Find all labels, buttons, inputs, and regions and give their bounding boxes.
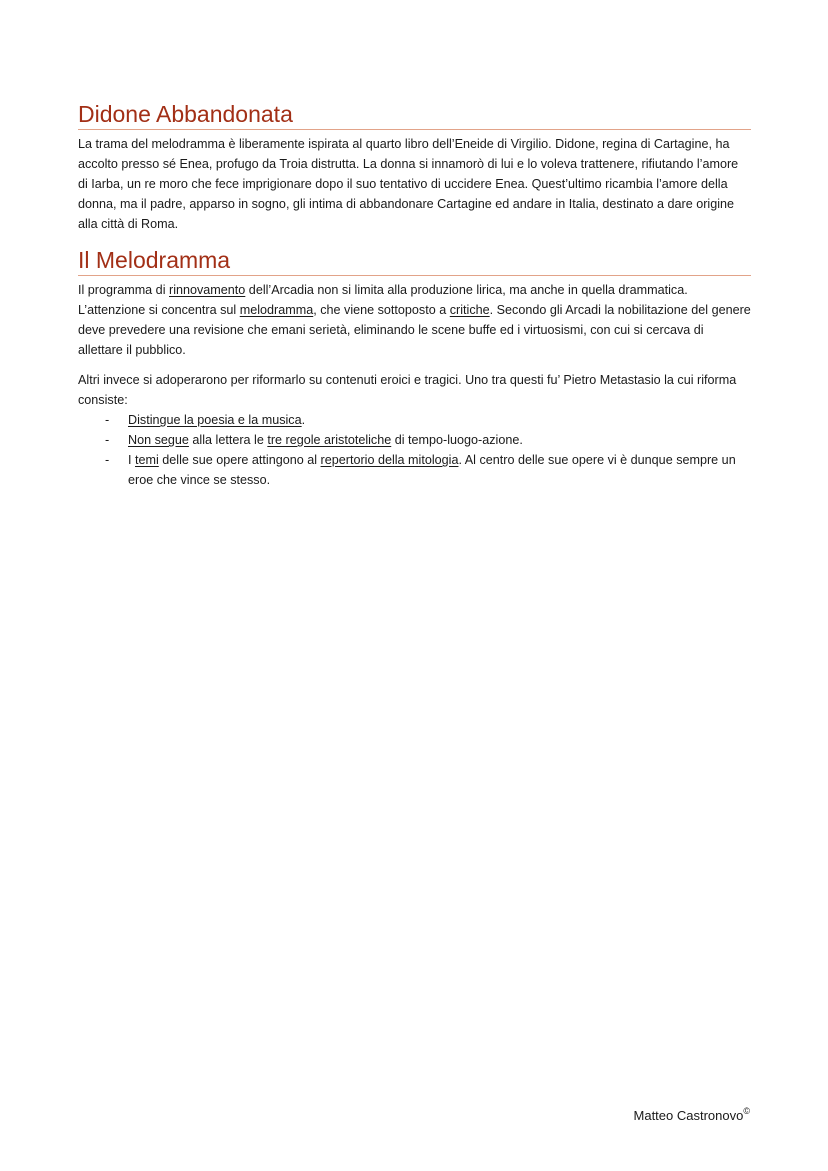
underlined-non-segue: Non segue: [128, 433, 189, 447]
underlined-melodramma: melodramma: [239, 303, 314, 317]
bullet-dash: -: [105, 433, 110, 447]
text-run: Il programma di: [78, 283, 169, 297]
list-item: [78, 430, 751, 450]
text-run: delle sue opere attingono al: [158, 453, 321, 467]
underlined-temi: temi: [135, 453, 159, 467]
paragraph-arcadia-program: [78, 280, 751, 360]
text-run: dell’Arcadia non si limita alla produzione lirica, ma anche in quella drammatica. L’attenzione si concentra sul: [78, 283, 688, 317]
footer-author: [634, 1102, 750, 1125]
copyright-mark: ©: [743, 1106, 750, 1116]
text-run: . Al centro delle sue opere vi è dunque sempre un eroe che vince se stesso.: [128, 453, 736, 487]
text-run: , che viene sottoposto a: [313, 303, 450, 317]
reform-list: [78, 410, 751, 490]
underlined-critiche: critiche: [449, 303, 490, 317]
text-run: alla lettera le: [188, 433, 268, 447]
section-il-melodramma: [78, 246, 751, 490]
list-item: [78, 450, 751, 490]
text-run: . Secondo gli Arcadi la nobilitazione del genere deve prevedere una revisione che emani serietà, eliminando le scene buffe ed i virtuosismi, con cui si cercava di allettare il pubblico.: [78, 303, 751, 357]
underlined-repertorio: repertorio della mitologia: [320, 453, 459, 467]
underlined-distingue: Distingue la poesia e la musica: [128, 413, 302, 427]
bullet-dash: -: [105, 413, 110, 427]
text-run: .: [301, 413, 306, 427]
author-name: Matteo Castronovo: [633, 1108, 744, 1123]
bullet-dash: -: [105, 453, 110, 467]
heading-didone-abbandonata: Didone Abbandonata: [78, 100, 751, 130]
heading-il-melodramma: Il Melodramma: [78, 246, 751, 276]
text-run: I: [128, 453, 135, 467]
section-didone-abbandonata: [78, 100, 751, 234]
list-item: [78, 410, 751, 430]
paragraph-metastasio-reform: Altri invece si adoperarono per riformarlo su contenuti eroici e tragici. Uno tra questi fu’ Pietro Metastasio la cui riforma consiste:: [78, 373, 737, 407]
text-run: di tempo-luogo-azione.: [391, 433, 523, 447]
paragraph-didone-plot: La trama del melodramma è liberamente ispirata al quarto libro dell’Eneide di Virgilio. Didone, regina di Cartagine, ha accolto presso sé Enea, profugo da Troia distrutta. La donna si innamorò di lui e lo voleva trattenere, rifiutando l’amore di Iarba, un re moro che fece imprigionare dopo il suo tentativo di uccidere Enea. Quest’ultimo ricambia l’amore della donna, ma il padre, apparso in sogno, gli intima di abbandonare Cartagine ed andare in Italia, destinato a dare origine alla città di Roma.: [78, 137, 739, 231]
underlined-tre-regole: tre regole aristoteliche: [267, 433, 392, 447]
underlined-rinnovamento: rinnovamento: [169, 283, 246, 297]
